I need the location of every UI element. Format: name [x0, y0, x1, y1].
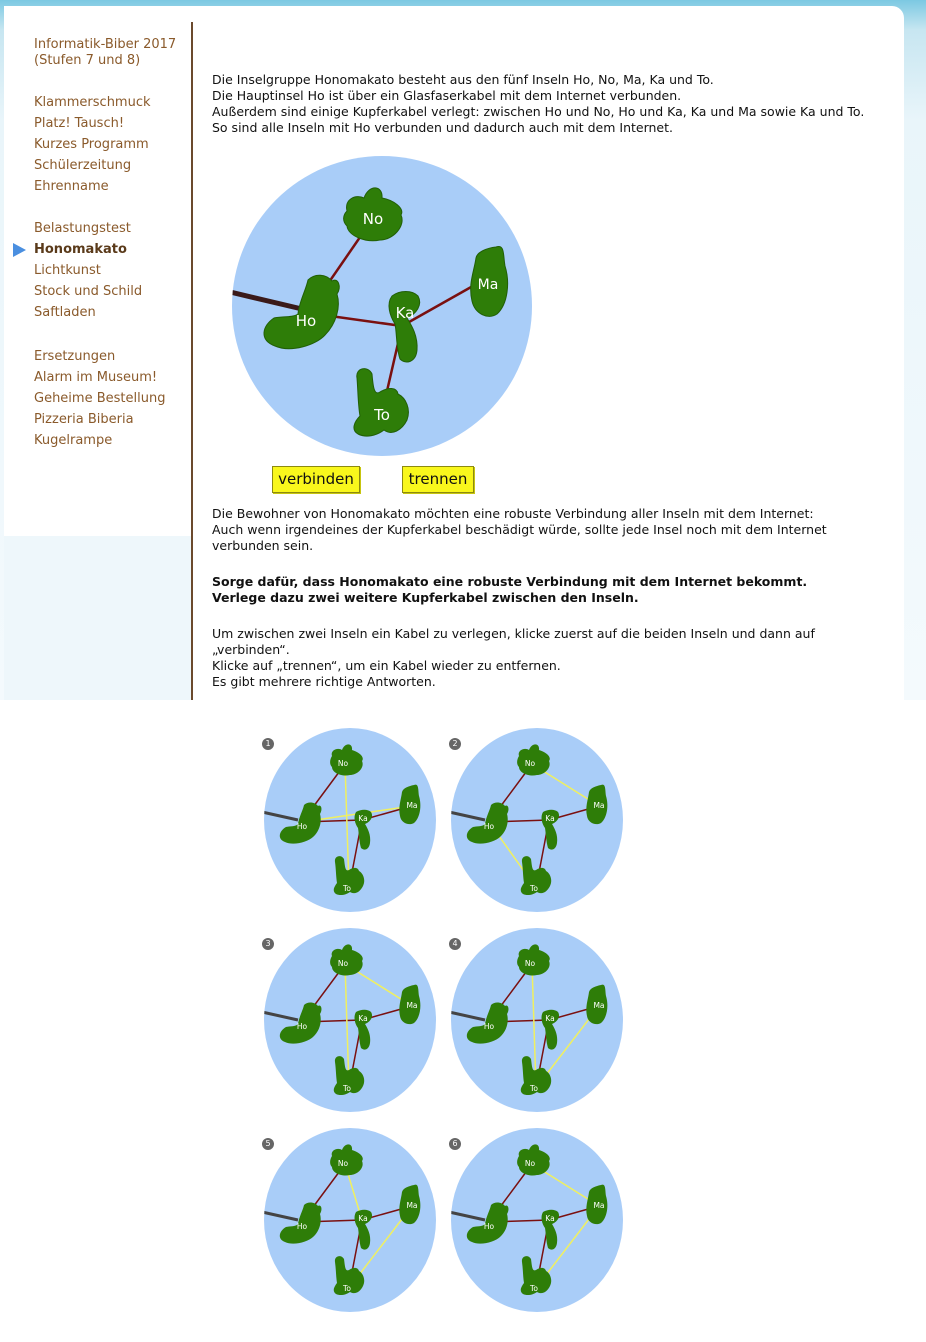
- nav-item-geheime-bestellung[interactable]: Geheime Bestellung: [34, 391, 166, 406]
- nav-item-alarm-im-museum[interactable]: Alarm im Museum!: [34, 370, 158, 385]
- island-ma[interactable]: [471, 246, 508, 316]
- answer-diagram-6: [449, 1128, 624, 1316]
- task-text: [212, 574, 807, 606]
- answer-island-label-no: No: [337, 1159, 349, 1168]
- island-map: [230, 154, 535, 460]
- answer-island-label-no: No: [337, 759, 349, 768]
- description-line-3: verbunden sein.: [212, 538, 314, 553]
- instructions-line-3: Klicke auf „trennen“, um ein Kabel wieder zu entfernen.: [212, 658, 561, 673]
- answer-island-label-no: No: [337, 959, 349, 968]
- nav-item-belastungstest[interactable]: Belastungstest: [34, 221, 131, 236]
- answer-island-label-ka: Ka: [358, 1214, 368, 1223]
- nav-group-1: [34, 92, 151, 197]
- answer-island-label-ma: Ma: [593, 1201, 605, 1210]
- answer-island-label-ma: Ma: [406, 801, 418, 810]
- answer-island-label-ho: Ho: [296, 1022, 308, 1031]
- nav-item-kugelrampe[interactable]: Kugelrampe: [34, 433, 113, 448]
- intro-line-1: Die Inselgruppe Honomakato besteht aus den fünf Inseln Ho, No, Ma, Ka und To.: [212, 72, 714, 87]
- answer-number-badge: 5: [262, 1138, 274, 1150]
- nav-item-stock-und-schild[interactable]: Stock und Schild: [34, 284, 143, 299]
- answer-island-label-ma: Ma: [406, 1001, 418, 1010]
- nav-item-ersetzungen[interactable]: Ersetzungen: [34, 349, 116, 364]
- answer-island-label-ka: Ka: [545, 1214, 555, 1223]
- answer-island-label-to: To: [343, 884, 351, 893]
- answer-island-label-ma: Ma: [593, 1001, 605, 1010]
- site-title-line2[interactable]: (Stufen 7 und 8): [34, 53, 141, 68]
- answer-island-label-ho: Ho: [483, 822, 495, 831]
- answer-number-badge: 1: [262, 738, 274, 750]
- answer-diagram-2: [449, 728, 624, 916]
- nav-item-saftladen[interactable]: Saftladen: [34, 305, 96, 320]
- answer-island-label-ka: Ka: [358, 1014, 368, 1023]
- instructions-text: [212, 626, 815, 690]
- answer-island-label-ho: Ho: [296, 1222, 308, 1231]
- answer-island-label-ma: Ma: [406, 1201, 418, 1210]
- answer-diagram-4: [449, 928, 624, 1116]
- answer-island-label-ka: Ka: [545, 814, 555, 823]
- answer-island-label-to: To: [343, 1284, 351, 1293]
- island-label-ma: Ma: [477, 277, 499, 293]
- answer-island-label-to: To: [530, 1284, 538, 1293]
- answer-island-label-to: To: [530, 884, 538, 893]
- nav-item-klammerschmuck[interactable]: Klammerschmuck: [34, 95, 151, 110]
- instructions-line-2: „verbinden“.: [212, 642, 290, 657]
- answer-number-badge: 2: [449, 738, 461, 750]
- description-line-2: Auch wenn irgendeines der Kupferkabel beschädigt würde, sollte jede Insel noch mit dem Internet: [212, 522, 827, 537]
- answer-number-badge: 4: [449, 938, 461, 950]
- answer-island-label-ho: Ho: [483, 1022, 495, 1031]
- description-line-1: Die Bewohner von Honomakato möchten eine robuste Verbindung aller Inseln mit dem Internet:: [212, 506, 814, 521]
- answer-island-label-ho: Ho: [296, 822, 308, 831]
- answer-island-label-ho: Ho: [483, 1222, 495, 1231]
- answer-island-label-to: To: [530, 1084, 538, 1093]
- answer-diagram-5: [262, 1128, 437, 1316]
- site-title[interactable]: [34, 37, 176, 69]
- intro-line-4: So sind alle Inseln mit Ho verbunden und dadurch auch mit dem Internet.: [212, 120, 673, 135]
- answer-island-label-no: No: [524, 1159, 536, 1168]
- connect-button[interactable]: verbinden: [272, 466, 360, 493]
- island-label-ka: Ka: [395, 304, 415, 322]
- island-label-to: To: [374, 406, 390, 424]
- task-line-2: Verlege dazu zwei weitere Kupferkabel zwischen den Inseln.: [212, 590, 639, 605]
- nav-group-2: [34, 218, 142, 323]
- active-item-arrow-icon: [13, 243, 26, 257]
- island-label-ho: Ho: [295, 312, 317, 330]
- answer-number-badge: 3: [262, 938, 274, 950]
- nav-item-honomakato[interactable]: Honomakato: [34, 242, 127, 257]
- site-title-line1[interactable]: Informatik-Biber 2017: [34, 37, 177, 52]
- nav-group-3: [34, 346, 165, 451]
- answer-island-label-ka: Ka: [545, 1014, 555, 1023]
- nav-item-kurzes-programm[interactable]: Kurzes Programm: [34, 137, 149, 152]
- instructions-line-1: Um zwischen zwei Inseln ein Kabel zu verlegen, klicke zuerst auf die beiden Inseln und dann auf: [212, 626, 815, 641]
- answer-island-label-to: To: [343, 1084, 351, 1093]
- intro-line-3: Außerdem sind einige Kupferkabel verlegt: zwischen Ho und No, Ho und Ka, Ka und Ma sowie Ka und To.: [212, 104, 865, 119]
- separate-button[interactable]: trennen: [402, 466, 474, 493]
- answer-diagram-3: [262, 928, 437, 1116]
- answer-island-label-no: No: [524, 759, 536, 768]
- nav-item-lichtkunst[interactable]: Lichtkunst: [34, 263, 101, 278]
- sidebar-divider: [191, 22, 193, 700]
- task-line-1: Sorge dafür, dass Honomakato eine robuste Verbindung mit dem Internet bekommt.: [212, 574, 808, 589]
- instructions-line-4: Es gibt mehrere richtige Antworten.: [212, 674, 436, 689]
- nav-item-pizzeria-biberia[interactable]: Pizzeria Biberia: [34, 412, 134, 427]
- intro-line-2: Die Hauptinsel Ho ist über ein Glasfaserkabel mit dem Internet verbunden.: [212, 88, 682, 103]
- answer-island-label-no: No: [524, 959, 536, 968]
- nav-item-platz-tausch[interactable]: Platz! Tausch!: [34, 116, 125, 131]
- answer-grid: [262, 728, 632, 1318]
- island-label-no: No: [362, 210, 384, 228]
- answer-number-badge: 6: [449, 1138, 461, 1150]
- nav-item-ehrenname[interactable]: Ehrenname: [34, 179, 109, 194]
- answer-diagram-1: [262, 728, 437, 916]
- intro-text: [212, 72, 864, 136]
- description-text: [212, 506, 827, 554]
- answer-island-label-ma: Ma: [593, 801, 605, 810]
- nav-item-schuelerzeitung[interactable]: Schülerzeitung: [34, 158, 132, 173]
- sidebar-footer-area: [4, 536, 191, 700]
- answer-island-label-ka: Ka: [358, 814, 368, 823]
